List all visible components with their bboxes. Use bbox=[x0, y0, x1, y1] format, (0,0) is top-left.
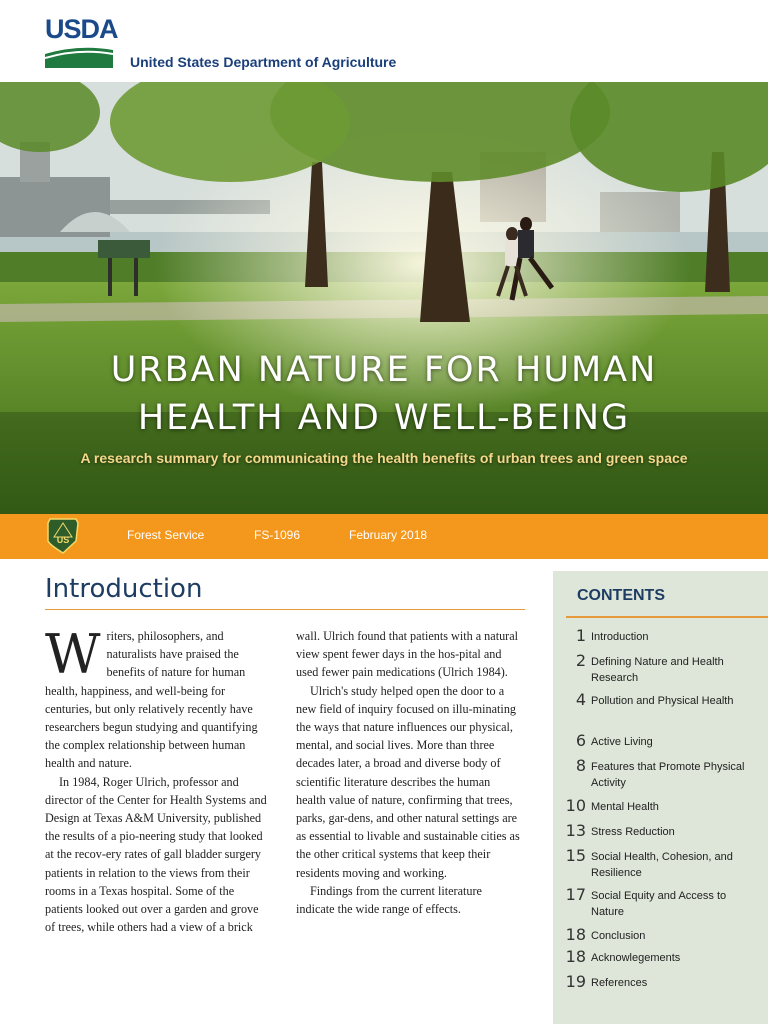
toc-label: Stress Reduction bbox=[591, 826, 675, 838]
agency-label: Forest Service bbox=[127, 528, 205, 542]
toc-page-number: 15 bbox=[565, 846, 586, 865]
intro-paragraph-3: wall. Ulrich found that patients with a natural view spent fewer days in the hos-pital and used fewer pain medications (Ulrich 1984). bbox=[296, 629, 519, 680]
toc-page-number: 17 bbox=[565, 885, 586, 904]
toc-page-number: 18 bbox=[565, 925, 586, 944]
toc-page-number: 4 bbox=[575, 690, 586, 709]
toc-page-number: 13 bbox=[565, 821, 586, 840]
hero-subtitle: A research summary for communicating the health benefits of urban trees and green space bbox=[80, 450, 688, 466]
toc-label: Features that Promote Physical Activity bbox=[591, 761, 745, 789]
toc-page-number: 2 bbox=[575, 651, 586, 670]
department-name: United States Department of Agriculture bbox=[130, 54, 397, 70]
toc-label: Mental Health bbox=[591, 801, 659, 813]
toc-label: Conclusion bbox=[591, 930, 646, 942]
intro-column-1 bbox=[45, 623, 271, 936]
toc-page-number: 8 bbox=[575, 756, 586, 775]
hero-image bbox=[0, 82, 768, 514]
toc-label: Introduction bbox=[591, 631, 649, 643]
intro-column-2 bbox=[296, 627, 522, 918]
drop-cap: W bbox=[45, 623, 101, 686]
intro-paragraph-1: Writers, philosophers, and naturalists have praised the benefits of nature for human health, happiness, and well-being for centuries, but only relatively recently have researchers begun studying and quantifying the complex relationship between human health and nature. bbox=[45, 623, 258, 771]
contents-title: CONTENTS bbox=[577, 587, 665, 604]
contents-sidebar bbox=[553, 571, 768, 1024]
toc-page-number: 10 bbox=[565, 796, 586, 815]
intro-paragraph-5: Findings from the current literature indicate the wide range of effects. bbox=[296, 883, 482, 917]
toc-label: Acknowlegements bbox=[591, 952, 681, 964]
forest-service-shield-icon bbox=[46, 517, 80, 555]
publication-date: February 2018 bbox=[349, 528, 428, 542]
page-header bbox=[0, 0, 768, 82]
intro-divider bbox=[45, 609, 525, 610]
publication-code: FS-1096 bbox=[254, 528, 301, 542]
toc-label: Active Living bbox=[591, 736, 653, 748]
toc-page-number: 18 bbox=[565, 947, 586, 966]
toc-label: Defining Nature and Health Research bbox=[591, 656, 724, 684]
intro-paragraph-4: Ulrich's study helped open the door to a new field of inquiry focused on illu-minating the ways that nature influences our physical, mental, and social lives. More than three decades later, a broad and diverse body of scientific literature describes the human health value of nature, confirming that trees, parks, gar-dens, and other natural settings are as essential to livable and sustainable cities as the other critical systems that keep their residents moving and working. bbox=[296, 683, 520, 880]
shield-text: US bbox=[56, 535, 70, 545]
hero-title-line2: HEALTH AND WELL-BEING bbox=[137, 398, 631, 438]
toc-label: Social Equity and Access to Nature bbox=[591, 890, 727, 918]
usda-logo-text: USDA bbox=[45, 14, 118, 44]
usda-logo-icon bbox=[45, 46, 113, 68]
hero-title bbox=[0, 346, 768, 442]
contents-divider bbox=[566, 616, 768, 618]
toc-label: Pollution and Physical Health bbox=[591, 695, 734, 707]
toc-page-number: 19 bbox=[565, 972, 586, 991]
toc-page-number: 6 bbox=[575, 731, 586, 750]
toc-label: References bbox=[591, 977, 648, 989]
intro-paragraph-2: In 1984, Roger Ulrich, professor and director of the Center for Health Systems and Design at Texas A&M University, published the results of a pio-neering study that looked at the recov-ery rates of gall bladder surgery patients in relation to the views from their rooms in a Texas hospital. Some of the patients looked out over a garden and grove of trees, while others had a view of a brick bbox=[45, 774, 267, 935]
hero-title-line1: URBAN NATURE FOR HUMAN bbox=[110, 350, 658, 390]
toc-label: Social Health, Cohesion, and Resilience bbox=[591, 851, 733, 879]
intro-heading: Introduction bbox=[45, 574, 203, 604]
toc-page-number: 1 bbox=[575, 626, 586, 645]
